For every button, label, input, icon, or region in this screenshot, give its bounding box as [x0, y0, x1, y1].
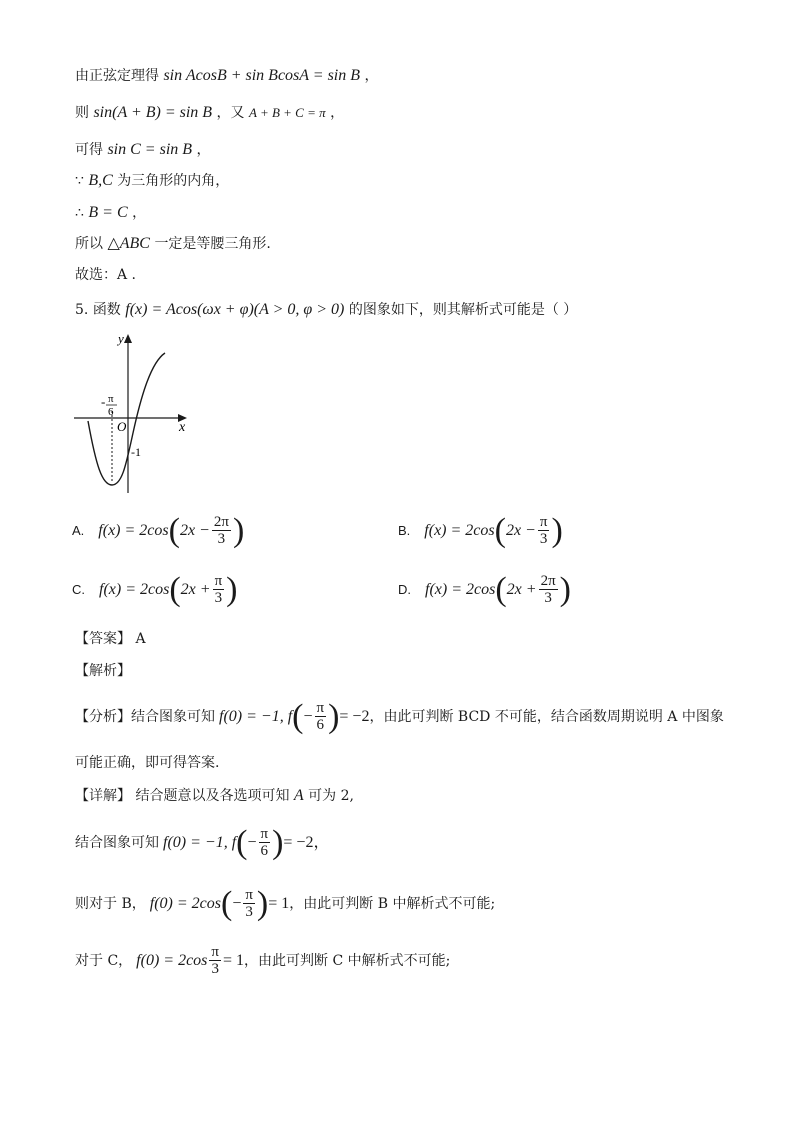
- option-d: D. f(x) = 2cos ( 2x + $\frac{2\pi}{3}$ ): [398, 570, 571, 608]
- option-label: A.: [72, 522, 85, 538]
- option-lhs: f(x) = 2cos: [98, 521, 169, 539]
- text: 结合图象可知: [131, 708, 215, 725]
- y-tick-label: -1: [131, 445, 141, 459]
- text: 对于 C，: [75, 952, 133, 969]
- fenxi-line-1: 【分析】 结合图象可知 f(0) = −1, f ( − $\frac{\pi}{6}$ ) = −2 ，由此可判断 BCD 不可能，结合函数周期说明 A 中图象: [75, 697, 724, 735]
- text: 则对于 B，: [75, 895, 146, 912]
- text: ，又: [216, 105, 245, 121]
- equation: sin C = sin B: [107, 141, 193, 158]
- minus-sign: −: [232, 894, 242, 912]
- option-inner: 2x −: [179, 521, 210, 539]
- cosine-curve: [88, 353, 165, 485]
- option-inner: 2x +: [506, 580, 537, 598]
- solution-line-1: [75, 66, 378, 86]
- origin-label: O: [117, 419, 127, 434]
- detail-line-1: [75, 786, 354, 806]
- answer-tag: 【答案】: [75, 631, 131, 647]
- option-lhs: f(x) = 2cos: [424, 521, 495, 539]
- minus-sign: -: [101, 394, 106, 409]
- fraction: $\frac{\pi}{3}$: [211, 944, 219, 977]
- minus-sign: −: [303, 707, 313, 725]
- x-axis-label: x: [179, 420, 186, 435]
- detail-tag: 【详解】: [75, 788, 131, 804]
- text: ，由此可判断 BCD 不可能，结合函数周期说明 A 中图象: [369, 708, 724, 725]
- solution-line-6: [75, 234, 271, 254]
- equation: f(0) = 2cos: [149, 894, 221, 912]
- text: ，由此可判断 C 中解析式不可能;: [244, 952, 451, 969]
- option-inner: 2x −: [505, 521, 536, 539]
- analysis-tag: 【解析】: [75, 663, 131, 679]
- text: 则: [75, 105, 89, 121]
- fenxi-line-2: [75, 753, 219, 773]
- fraction: $\frac{\pi}{6}$: [316, 700, 325, 733]
- pi-label: π: [108, 393, 114, 405]
- fraction: $\frac{\pi}{6}$: [260, 826, 269, 859]
- y-axis-arrow: [124, 334, 132, 343]
- equation: B,C: [88, 172, 113, 189]
- text: 由正弦定理得: [75, 68, 159, 84]
- question-suffix: 的图象如下，则其解析式可能是（ ）: [348, 302, 578, 318]
- fraction: $\frac{\pi}{3}$: [539, 514, 548, 547]
- equation: △ABC: [107, 235, 150, 252]
- equation: f(0) = 2cos: [136, 951, 208, 969]
- option-lhs: f(x) = 2cos: [425, 580, 496, 598]
- therefore-symbol: ∴: [75, 205, 84, 221]
- y-axis-label: y: [118, 331, 124, 346]
- fenxi-tag: 【分析】: [75, 708, 131, 725]
- option-label: B.: [398, 522, 411, 538]
- six-label: 6: [108, 406, 114, 418]
- text: 结合题意以及各选项可知: [135, 788, 290, 804]
- equation: B = C: [88, 204, 128, 221]
- text: 可为 2,: [308, 788, 354, 804]
- text: 所以: [75, 236, 103, 252]
- minus-sign: −: [247, 833, 257, 851]
- text: 结合图象可知: [75, 834, 159, 851]
- detail-line-2: 结合图象可知 f(0) = −1, f ( − $\frac{\pi}{6}$ ) = −2，: [75, 823, 330, 861]
- question-prefix: 函数: [92, 302, 121, 318]
- detail-line-3: 则对于 B， f(0) = 2cos ( − $\frac{\pi}{3}$ ) = 1 ，由此可判断 B 中解析式不可能;: [75, 884, 496, 922]
- answer-value: A: [135, 631, 146, 647]
- equation: = 1: [268, 894, 290, 912]
- solution-line-7: [75, 265, 136, 285]
- fraction: $\frac{2\pi}{3}$: [540, 573, 556, 606]
- answer-line: [75, 629, 146, 649]
- equation: f(0) = −1, f: [219, 707, 293, 725]
- text: 一定是等腰三角形.: [154, 236, 271, 252]
- text: ，: [364, 68, 379, 84]
- text: 可得: [75, 142, 103, 158]
- equation: = −2，: [283, 833, 330, 851]
- fraction: $\frac{2\pi}{3}$: [213, 514, 229, 547]
- variable: A: [293, 787, 304, 804]
- because-symbol: ∵: [75, 173, 84, 189]
- option-inner: 2x +: [180, 580, 211, 598]
- solution-line-2: [75, 103, 344, 123]
- question-5: [75, 300, 577, 320]
- fraction: $\frac{\pi}{3}$: [245, 887, 253, 920]
- option-a: A. f(x) = 2cos ( 2x − $\frac{2\pi}{3}$ ): [72, 511, 245, 549]
- equation: sin AcosB + sin BcosA = sin B: [163, 67, 361, 84]
- equation: f(0) = −1, f: [163, 833, 237, 851]
- text: ，由此可判断 B 中解析式不可能;: [289, 895, 496, 912]
- solution-line-5: [75, 203, 146, 223]
- analysis-heading: [75, 661, 131, 681]
- equation: sin(A + B) = sin B: [93, 104, 213, 121]
- option-label: D.: [398, 581, 411, 597]
- solution-line-3: [75, 140, 211, 160]
- option-b: B. f(x) = 2cos ( 2x − $\frac{\pi}{3}$ ): [398, 511, 563, 549]
- text: ，: [330, 105, 345, 121]
- text: 为三角形的内角，: [117, 173, 230, 189]
- solution-line-4: [75, 171, 229, 191]
- option-lhs: f(x) = 2cos: [99, 580, 170, 598]
- text: ，: [132, 205, 147, 221]
- option-c: C. f(x) = 2cos ( 2x + $\frac{\pi}{3}$ ): [72, 570, 238, 608]
- fraction: $\frac{\pi}{3}$: [214, 573, 223, 606]
- equation: = 1: [222, 951, 245, 969]
- text: ，: [196, 142, 211, 158]
- text: 故选：A .: [75, 267, 137, 283]
- option-label: C.: [72, 581, 85, 597]
- equation: A + B + C = π: [248, 105, 326, 120]
- question-formula: f(x) = Acos(ωx + φ)(A > 0, φ > 0): [125, 301, 345, 318]
- detail-line-4: [75, 944, 450, 977]
- question-number: 5.: [75, 302, 89, 318]
- text: 可能正确，即可得答案.: [75, 755, 220, 771]
- equation: = −2: [339, 707, 370, 725]
- function-graph: [70, 325, 195, 500]
